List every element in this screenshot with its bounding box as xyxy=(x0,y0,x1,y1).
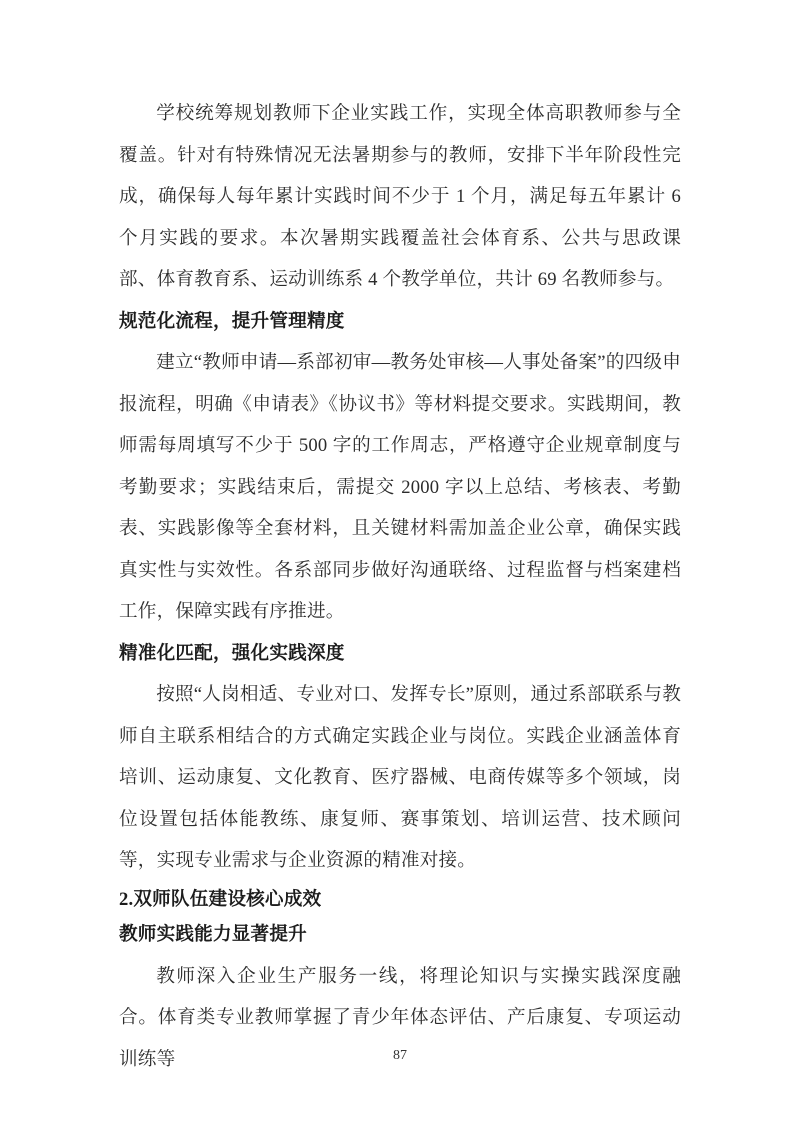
paragraph-ability: 教师深入企业生产服务一线，将理论知识与实操实践深度融合。体育类专业教师掌握了青少年体态评估、产后康复、专项运动训练等 xyxy=(119,965,681,1070)
page-number: 87 xyxy=(393,1048,407,1063)
paragraph-overview: 学校统筹规划教师下企业实践工作，实现全体高职教师参与全覆盖。针对有特殊情况无法暑期参与的教师，安排下半年阶段性完成，确保每人每年累计实践时间不少于 1 个月，满足每五年累计 6 个月实践的要求。本次暑期实践覆盖社会体育系、公共与思政课部、体育教育系、运动训练系 4 个教学单位，共计 69 名教师参与。 xyxy=(119,103,681,290)
document-content xyxy=(119,93,681,1080)
section-heading-process: 规范化流程，提升管理精度 xyxy=(119,310,345,332)
paragraph-process: 建立“教师申请—系部初审—教务处审核—人事处备案”的四级申报流程，明确《申请表》《协议书》等材料提交要求。实践期间，教师需每周填写不少于 500 字的工作周志，严格遵守企业规章制度与考勤要求；实践结束后，需提交 2000 字以上总结、考核表、考勤表、实践影像等全套材料，且关键材料需加盖企业公章，确保实践真实性与实效性。各系部同步做好沟通联络、过程监督与档案建档工作，保障实践有序推进。 xyxy=(119,352,681,622)
section-heading-matching: 精准化匹配，强化实践深度 xyxy=(119,642,345,664)
section-heading-ability-improvement: 教师实践能力显著提升 xyxy=(119,923,307,945)
paragraph-matching: 按照“人岗相适、专业对口、发挥专长”原则，通过系部联系与教师自主联系相结合的方式确定实践企业与岗位。实践企业涵盖体育培训、运动康复、文化教育、医疗器械、电商传媒等多个领域，岗位设置包括体能教练、康复师、赛事策划、培训运营、技术顾问等，实现专业需求与企业资源的精准对接。 xyxy=(119,684,681,871)
section-heading-dual-teacher-results: 2.双师队伍建设核心成效 xyxy=(119,888,322,910)
